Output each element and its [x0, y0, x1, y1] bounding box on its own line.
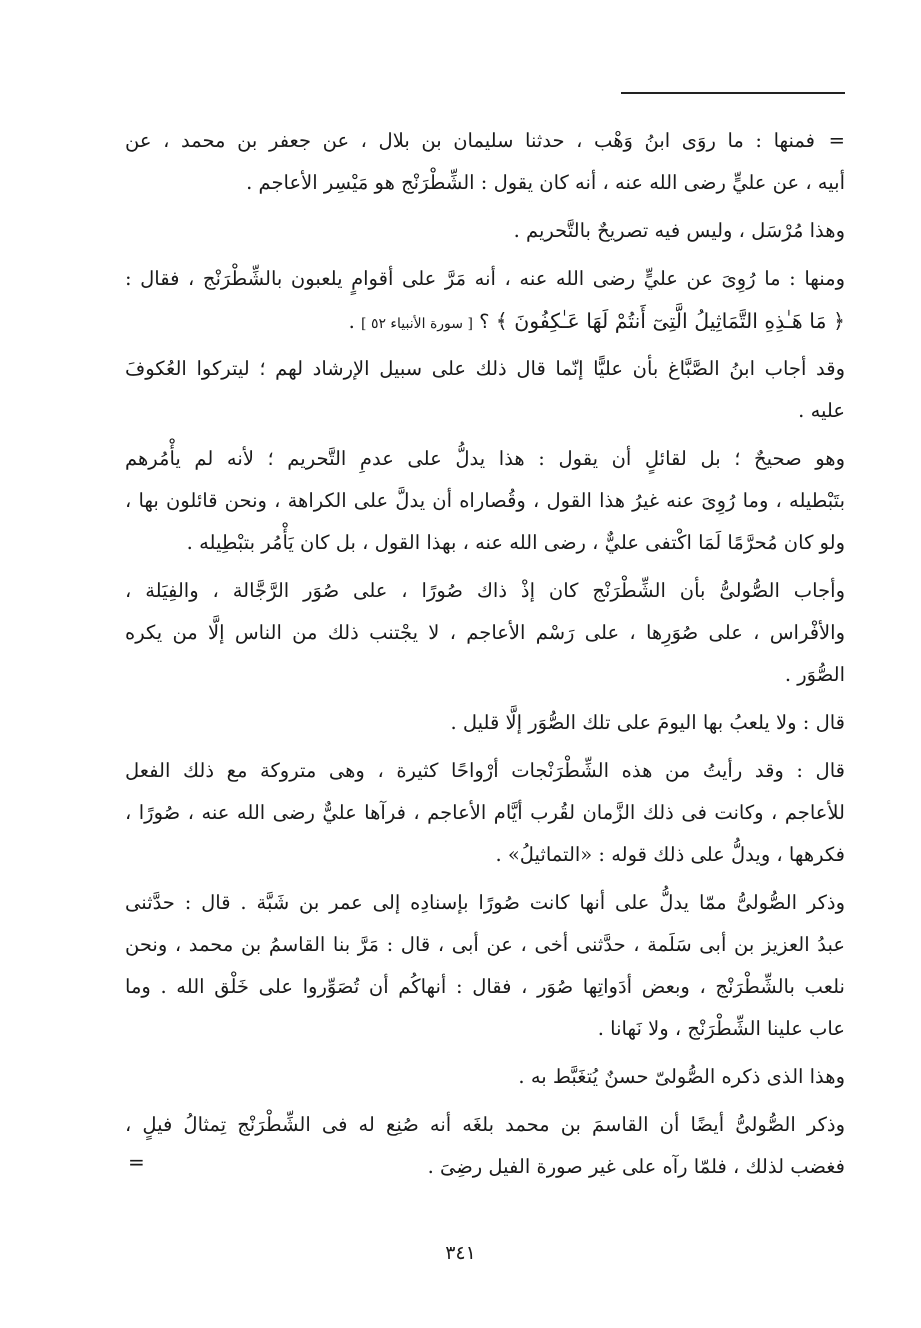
text-line	[125, 702, 845, 744]
page-body	[125, 120, 845, 1188]
line-text: فغضب لذلك ، فلمّا رآه على غير صورة الفيل رضِىَ .	[427, 1155, 845, 1178]
line-text: فكرهها ، ويدلُّ على ذلك قوله : «التماثيلُ» .	[495, 843, 845, 866]
line-text: وأجاب الصُّولىُّ بأن الشِّطْرَنْج كان إذْ ذاك صُورًا ، على صُوَر الرَّجَّالة ، والفِيَلة ،	[125, 579, 845, 602]
line-text: وقد أجاب ابنُ الصَّبَّاغ بأن عليًّا إنّما قال ذلك على سبيل الإرشاد لهم ؛ ليتركوا العُكوفَ	[125, 357, 845, 380]
text-line	[125, 300, 845, 342]
text-line	[125, 570, 845, 612]
text-line	[125, 966, 845, 1008]
footnote-separator-rule	[621, 92, 845, 94]
line-text: ومنها : ما رُوِىَ عن عليٍّ رضى الله عنه ، أنه مَرَّ على أقوامٍ يلعبون بالشِّطْرَنْج ، فقال :	[125, 267, 845, 290]
punctuation: ؟	[472, 310, 496, 333]
page-number: ٣٤١	[445, 1242, 476, 1264]
text-line	[125, 120, 845, 162]
text-line	[125, 1146, 845, 1188]
line-text: الصُّوَر .	[784, 663, 845, 686]
line-text: وهذا الذى ذكره الصُّولىّ حسنٌ يُتغَبَّط به .	[518, 1065, 845, 1088]
text-line	[125, 750, 845, 792]
line-text: وهو صحيحٌ ؛ بل لقائلٍ أن يقول : هذا يدلُّ على عدمِ التَّحريم ؛ لأنه لم يأْمُرهم	[125, 447, 845, 470]
text-line	[125, 882, 845, 924]
text-line	[125, 258, 845, 300]
verse-reference: [ سورة الأنبياء ٥٢ ]	[361, 316, 473, 332]
text-line	[125, 522, 845, 564]
line-text: وذكر الصُّولىُّ أيضًا أن القاسمَ بن محمد بلغَه أنه صُنِع له فى الشِّطْرَنْج تِمثالُ فيلٍ ،	[125, 1113, 845, 1136]
punctuation: .	[348, 310, 362, 333]
line-text: ولو كان مُحرَّمًا لَمَا اكْتفى عليٌّ ، رضى الله عنه ، بهذا القول ، بل كان يَأْمُر بتبْطِيله .	[186, 531, 845, 554]
text-line	[125, 1008, 845, 1050]
text-line	[125, 210, 845, 252]
line-text: والأفْراس ، على صُوَرِها ، على رَسْم الأعاجم ، لا يجْتنب ذلك من الناس إلَّا من يكره	[125, 621, 845, 644]
line-text: للأعاجم ، وكانت فى ذلك الزَّمان لقُرب أيَّام الأعاجم ، فرآها عليٌّ رضى الله عنه ، صُورًا ،	[125, 801, 845, 824]
continuation-mark: =	[828, 129, 845, 152]
text-line	[125, 480, 845, 522]
line-text: قال : ولا يلعبُ بها اليومَ على تلك الصُّوَر إلَّا قليل .	[450, 711, 845, 734]
text-line	[125, 834, 845, 876]
line-text: عليه .	[798, 399, 845, 422]
line-text: وهذا مُرْسَل ، وليس فيه تصريحٌ بالتَّحريم .	[513, 219, 845, 242]
line-text: نلعب بالشِّطْرَنْج ، وبعض أدَواتِها صُوَر ، فقال : أنهاكُم أن تُصَوِّروا على خَلْق الله . وما	[125, 975, 845, 998]
line-text: عاب علينا الشِّطْرَنْج ، ولا نَهانا .	[597, 1017, 845, 1040]
text-line	[125, 654, 845, 696]
text-line	[125, 390, 845, 432]
line-text: فمنها : ما روَى ابنُ وَهْب ، حدثنا سليمان بن بلال ، عن جعفر بن محمد ، عن	[125, 129, 815, 152]
text-line	[125, 1104, 845, 1146]
line-text: قال : وقد رأيتُ من هذه الشِّطْرَنْجات أرْواحًا كثيرة ، وهى متروكة مع ذلك الفعل	[125, 759, 845, 782]
line-text: وذكر الصُّولىُّ ممّا يدلُّ على أنها كانت صُورًا بإسنادِه إلى عمر بن شَبَّة . قال : حدَّثنى	[125, 891, 845, 914]
text-line	[125, 162, 845, 204]
line-text: بتَبْطيله ، وما رُوِىَ عنه غيرُ هذا القول ، وقُصاراه أن يدلَّ على الكراهة ، ونحن قائلون بها ،	[125, 489, 845, 512]
text-line	[125, 612, 845, 654]
continuation-mark: =	[128, 1150, 145, 1174]
quran-verse: ﴿ مَا هَـٰذِهِ التَّمَاثِيلُ الَّتِىٓ أَنتُمْ لَهَا عَـٰكِفُونَ ﴾	[495, 309, 845, 333]
text-line	[125, 792, 845, 834]
line-text: أبيه ، عن عليٍّ رضى الله عنه ، أنه كان يقول : الشِّطْرَنْج هو مَيْسِر الأعاجم .	[246, 171, 845, 194]
text-line	[125, 1056, 845, 1098]
text-line	[125, 924, 845, 966]
line-text: عبدُ العزيز بن أبى سَلَمة ، حدَّثنى أخى ، عن أبى ، قال : مَرَّ بنا القاسمُ بن محمد ، ونحن	[125, 933, 845, 956]
text-line	[125, 438, 845, 480]
text-line	[125, 348, 845, 390]
